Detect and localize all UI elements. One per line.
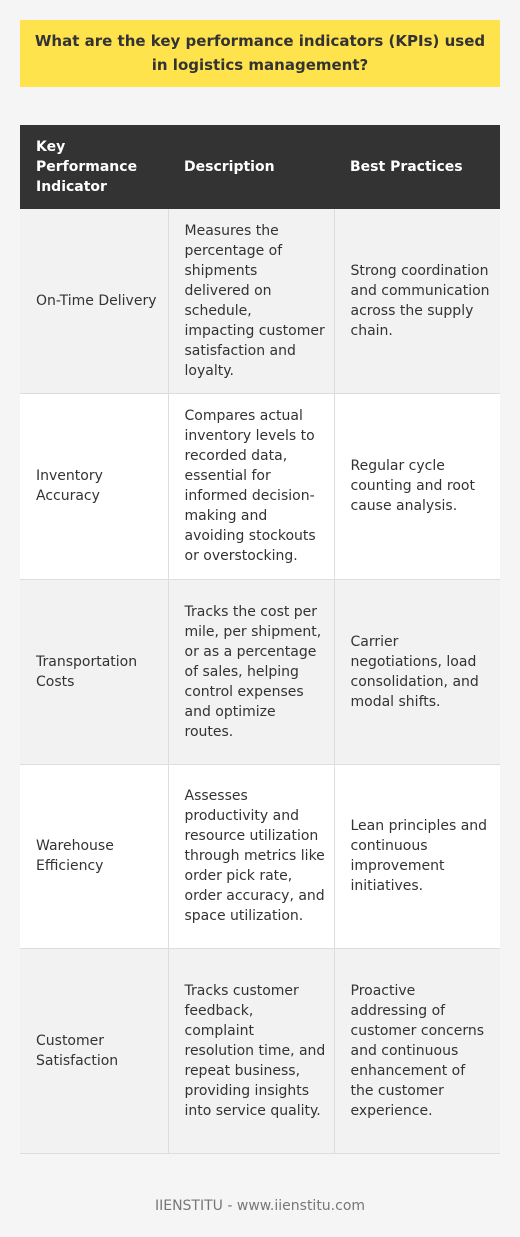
table-row	[20, 393, 500, 579]
page-title: What are the key performance indicators (KPIs) used in logistics management?	[20, 20, 500, 87]
table-row	[20, 948, 500, 1153]
description-cell: Compares actual inventory levels to recorded data, essential for informed decision-making and avoiding stockouts or overstocking.	[168, 393, 334, 579]
table-row	[20, 209, 500, 393]
kpi-cell: Warehouse Efficiency	[20, 764, 168, 948]
description-cell: Tracks customer feedback, complaint resolution time, and repeat business, providing insights into service quality.	[168, 948, 334, 1153]
kpi-cell: Transportation Costs	[20, 579, 168, 764]
kpi-cell: Customer Satisfaction	[20, 948, 168, 1153]
kpi-cell: On-Time Delivery	[20, 209, 168, 393]
kpi-cell: Inventory Accuracy	[20, 393, 168, 579]
best-practices-cell: Regular cycle counting and root cause analysis.	[334, 393, 500, 579]
table-header-row	[20, 125, 500, 209]
best-practices-cell: Carrier negotiations, load consolidation, and modal shifts.	[334, 579, 500, 764]
column-header-best-practices: Best Practices	[334, 125, 500, 209]
table-row	[20, 764, 500, 948]
best-practices-cell: Proactive addressing of customer concerns and continuous enhancement of the customer experience.	[334, 948, 500, 1153]
table-row	[20, 579, 500, 764]
best-practices-cell: Strong coordination and communication across the supply chain.	[334, 209, 500, 393]
description-cell: Tracks the cost per mile, per shipment, or as a percentage of sales, helping control expenses and optimize routes.	[168, 579, 334, 764]
kpi-table	[20, 125, 500, 1154]
best-practices-cell: Lean principles and continuous improvement initiatives.	[334, 764, 500, 948]
description-cell: Assesses productivity and resource utilization through metrics like order pick rate, order accuracy, and space utilization.	[168, 764, 334, 948]
column-header-kpi: Key Performance Indicator	[20, 125, 168, 209]
description-cell: Measures the percentage of shipments delivered on schedule, impacting customer satisfaction and loyalty.	[168, 209, 334, 393]
column-header-description: Description	[168, 125, 334, 209]
footer-credit: IIENSTITU - www.iienstitu.com	[154, 1198, 366, 1214]
